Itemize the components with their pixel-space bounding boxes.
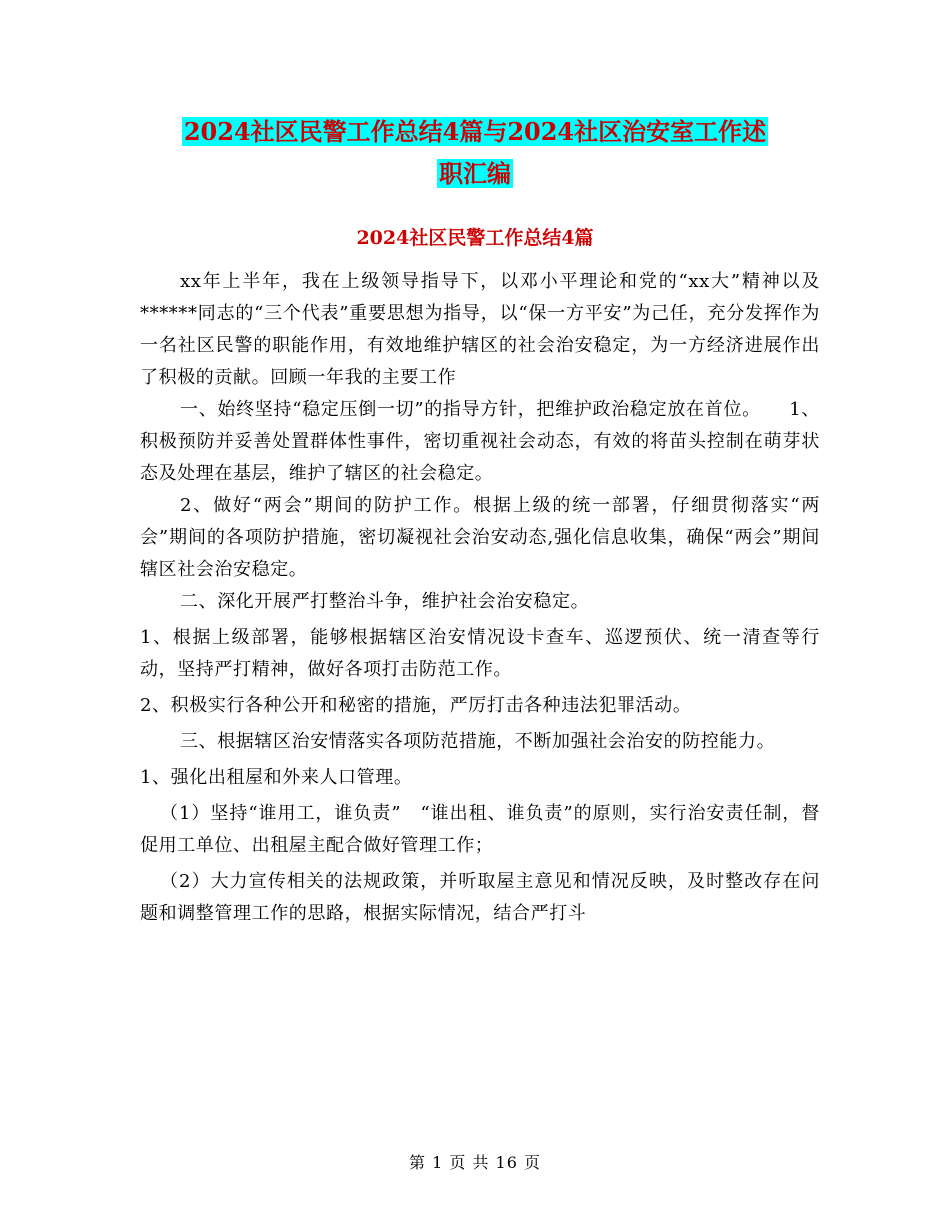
section-heading: 2024社区民警工作总结4篇: [356, 227, 594, 249]
title-highlight-2: 职汇编: [439, 159, 511, 188]
paragraph-7: 三、根据辖区治安情落实各项防范措施，不断加强社会治安的防控能力。: [180, 731, 776, 752]
page-footer: 第 1 页 共 16 页: [409, 1153, 541, 1172]
paragraph-8: 1、强化出租屋和外来人口管理。: [140, 767, 413, 788]
paragraph-6: 2、积极实行各种公开和秘密的措施，严厉打击各种违法犯罪活动。: [140, 695, 692, 716]
paragraph-10: （2）大力宣传相关的法规政策，并听取屋主意见和情况反映，及时整改存在问题和调整管理工作的思路，根据实际情况，结合严打斗: [140, 871, 820, 924]
paragraph-2: 一、始终坚持“稳定压倒一切”的指导方针，把维护政治稳定放在首位。 1、积极预防并妥善处置群体性事件，密切重视社会动态，有效的将苗头控制在萌芽状态及处理在基层，维护了辖区的社会稳定。: [140, 399, 820, 484]
title-highlight-1: 2024社区民警工作总结4篇与2024社区治安室工作述: [183, 117, 767, 146]
paragraph-1: xx年上半年，我在上级领导指导下，以邓小平理论和党的“xx大”精神以及******同志的“三个代表”重要思想为指导，以“保一方平安”为己任，充分发挥作为一名社区民警的职能作用，有效地维护辖区的社会治安稳定，为一方经济进展作出了积极的贡献。回顾一年我的主要工作: [140, 271, 820, 388]
document-title-line-2: [0, 158, 950, 190]
document-body: [140, 266, 820, 930]
paragraph-9: （1）坚持“谁用工，谁负责” “谁出租、谁负责”的原则，实行治安责任制，督促用工单位、出租屋主配合做好管理工作；: [140, 803, 820, 856]
document-title-line-1: [0, 116, 950, 148]
paragraph-5: 1、根据上级部署，能够根据辖区治安情况设卡查车、巡逻预伏、统一清查等行动，坚持严打精神，做好各项打击防范工作。: [140, 627, 820, 680]
paragraph-4: 二、深化开展严打整治斗争，维护社会治安稳定。: [180, 591, 590, 612]
paragraph-3: 2、做好“两会”期间的防护工作。根据上级的统一部署，仔细贯彻落实“两会”期间的各项防护措施，密切凝视社会治安动态,强化信息收集，确保“两会”期间辖区社会治安稳定。: [140, 495, 820, 580]
